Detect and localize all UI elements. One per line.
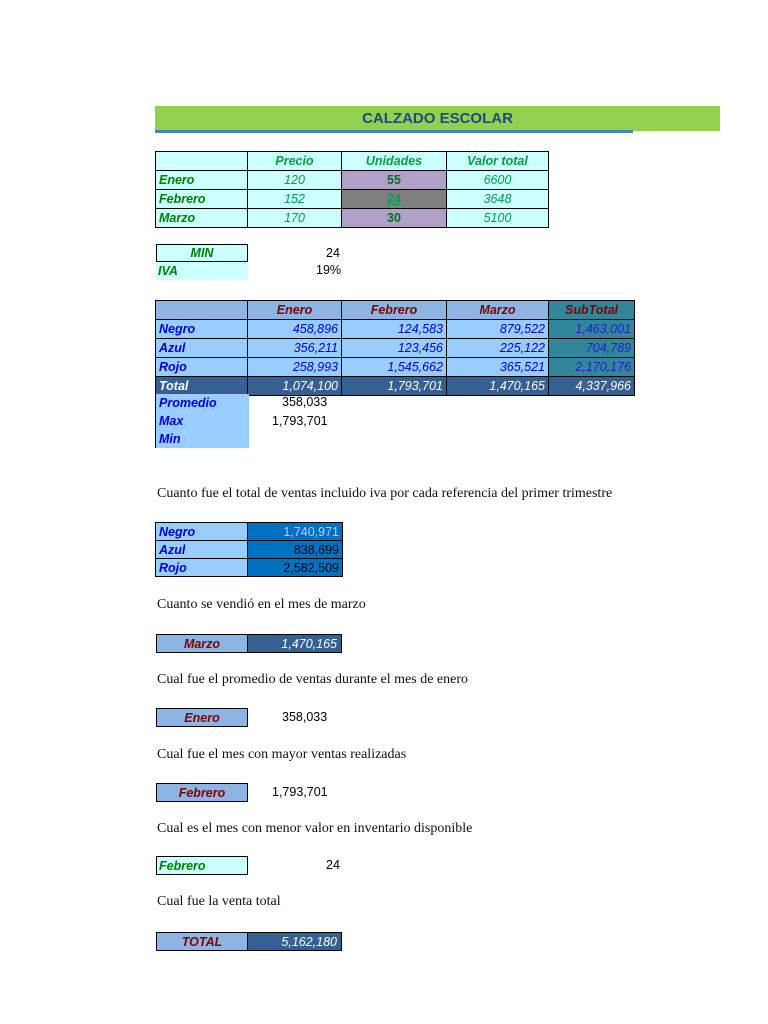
cell-febrero: 1,545,662 <box>342 358 447 377</box>
sales-table <box>155 300 635 396</box>
cell-unidades-selected[interactable]: 24 <box>342 190 447 209</box>
answer-3-value: 358,033 <box>282 710 328 724</box>
cell-valor: 5100 <box>447 209 549 228</box>
header-enero: Enero <box>248 301 342 320</box>
cell-precio: 170 <box>248 209 342 228</box>
cell-enero: 1,074,100 <box>248 377 342 396</box>
stat-value-max: 1,793,701 <box>272 414 328 428</box>
question-3: Cual fue el promedio de ventas durante el mes de enero <box>157 672 468 687</box>
answer-4-label: Febrero <box>156 783 248 802</box>
answer-3-label: Enero <box>156 708 248 727</box>
row-label: Marzo <box>156 209 248 228</box>
cell-febrero: 123,456 <box>342 339 447 358</box>
table-row <box>156 541 343 559</box>
answer-5-value: 24 <box>326 858 340 872</box>
cell-unidades: 55 <box>342 171 447 190</box>
cell-subtotal: 1,463,001 <box>549 320 635 339</box>
cell-marzo: 1,470,165 <box>447 377 549 396</box>
cell-subtotal: 4,337,966 <box>549 377 635 396</box>
table-row <box>156 209 549 228</box>
table-row <box>156 523 343 541</box>
table-header-row <box>156 301 635 320</box>
question-5: Cual es el mes con menor valor en inventario disponible <box>157 821 473 836</box>
table-row <box>156 320 635 339</box>
iva-totals-table <box>155 522 343 577</box>
header-valor-total: Valor total <box>447 152 549 171</box>
row-label: Febrero <box>156 190 248 209</box>
stat-label: Max <box>156 412 249 430</box>
answer-4-value: 1,793,701 <box>272 785 328 799</box>
row-label: Rojo <box>156 559 248 577</box>
cell-enero: 356,211 <box>248 339 342 358</box>
answer-2-value: 1,470,165 <box>247 634 342 653</box>
cell-valor: 3648 <box>447 190 549 209</box>
stats-labels <box>155 394 249 448</box>
table-row <box>156 559 343 577</box>
stat-label: Promedio <box>156 394 249 412</box>
answer-6-value: 5,162,180 <box>247 932 342 951</box>
cell-marzo: 365,521 <box>447 358 549 377</box>
row-label: Azul <box>156 541 248 559</box>
row-label: Enero <box>156 171 248 190</box>
cell-unidades: 30 <box>342 209 447 228</box>
row-label: Azul <box>156 339 248 358</box>
cell-febrero: 124,583 <box>342 320 447 339</box>
page-title: CALZADO ESCOLAR <box>362 110 513 127</box>
row-value: 838,699 <box>248 541 343 559</box>
answer-6-label: TOTAL <box>156 932 248 951</box>
table-row <box>156 358 635 377</box>
cell-marzo: 225,122 <box>447 339 549 358</box>
answer-5-label: Febrero <box>156 856 248 875</box>
header-febrero: Febrero <box>342 301 447 320</box>
header-blank <box>156 152 248 171</box>
stat-value-promedio: 358,033 <box>282 395 328 409</box>
header-blank <box>156 301 248 320</box>
iva-label: IVA <box>156 262 248 280</box>
min-value: 24 <box>326 246 340 260</box>
row-label: Total <box>156 377 248 396</box>
cell-subtotal: 2,170,176 <box>549 358 635 377</box>
header-subtotal: SubTotal <box>549 301 635 320</box>
table-row <box>156 171 549 190</box>
question-1: Cuanto fue el total de ventas incluido iva por cada referencia del primer trimestre <box>157 486 613 501</box>
cell-enero: 458,896 <box>248 320 342 339</box>
table-header-row <box>156 152 549 171</box>
iva-value: 19% <box>316 263 342 277</box>
answer-2-label: Marzo <box>156 634 248 653</box>
price-table <box>155 151 549 228</box>
cell-subtotal: 704,789 <box>549 339 635 358</box>
question-6: Cual fue la venta total <box>157 894 281 909</box>
cell-febrero: 1,793,701 <box>342 377 447 396</box>
cell-enero: 258,993 <box>248 358 342 377</box>
row-label: Negro <box>156 320 248 339</box>
table-row <box>156 190 549 209</box>
cell-precio: 152 <box>248 190 342 209</box>
question-2: Cuanto se vendió en el mes de marzo <box>157 597 366 612</box>
row-label: Rojo <box>156 358 248 377</box>
row-value: 2,582,509 <box>248 559 343 577</box>
header-marzo: Marzo <box>447 301 549 320</box>
row-label: Negro <box>156 523 248 541</box>
cell-precio: 120 <box>248 171 342 190</box>
table-row <box>156 339 635 358</box>
question-4: Cual fue el mes con mayor ventas realizadas <box>157 747 407 762</box>
total-row <box>156 377 635 396</box>
stat-label: Min <box>156 430 249 448</box>
header-unidades: Unidades <box>342 152 447 171</box>
min-label: MIN <box>156 244 248 262</box>
header-precio: Precio <box>248 152 342 171</box>
row-value: 1,740,971 <box>248 523 343 541</box>
cell-valor: 6600 <box>447 171 549 190</box>
cell-marzo: 879,522 <box>447 320 549 339</box>
